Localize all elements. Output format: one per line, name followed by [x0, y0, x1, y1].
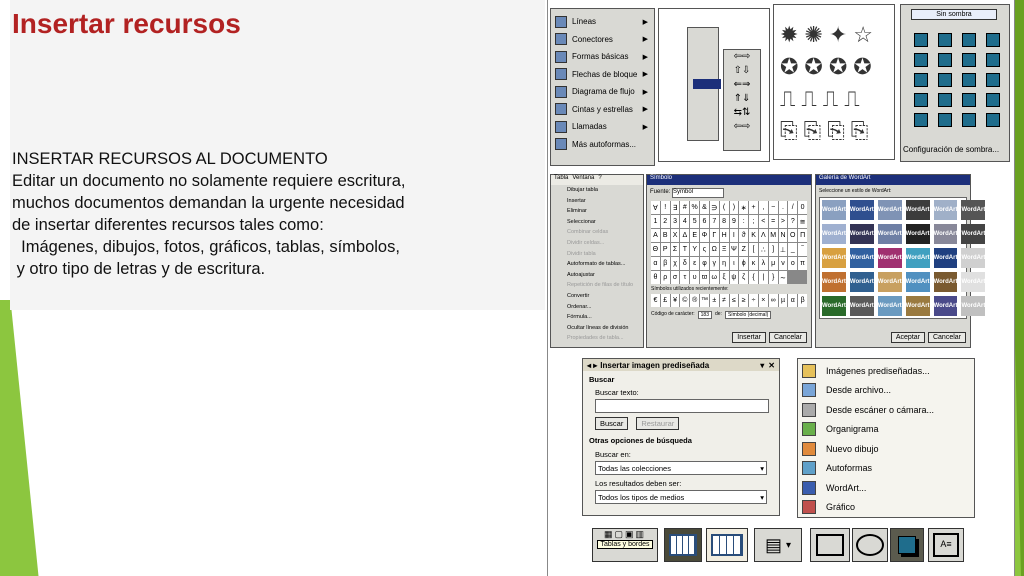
wordart-style[interactable]: WordArt [850, 296, 874, 316]
wordart-style[interactable]: WordArt [934, 296, 958, 316]
left-accent-shape [0, 300, 70, 576]
symbol-grid [651, 201, 807, 284]
menu-item[interactable]: Insertar [567, 197, 586, 204]
menu-item[interactable]: Autoformato de tablas... [567, 261, 626, 268]
wordart-style[interactable]: WordArt [934, 200, 958, 220]
tab-ventana[interactable]: Ventana [572, 175, 595, 181]
symbol-cell[interactable]: 7 [710, 215, 719, 228]
symbol-cell[interactable]: ζ [739, 271, 748, 284]
symbol-cell[interactable]: ∋ [710, 201, 719, 214]
symbol-cell[interactable]: 0 [798, 201, 807, 214]
symbol-cell[interactable]: ∼ [779, 271, 788, 284]
wordart-style[interactable]: WordArt [961, 248, 985, 268]
body-line: de insertar diferentes recursos tales como: [12, 216, 324, 234]
wordart-style[interactable]: WordArt [822, 272, 846, 292]
symbol-cell[interactable]: μ [769, 257, 778, 270]
symbol-cell[interactable]: Λ [759, 229, 768, 242]
menu-item-org-chart[interactable]: Organigrama [798, 420, 974, 440]
menu-item[interactable]: Seleccionar [567, 218, 596, 225]
insert-image-menu [797, 358, 975, 518]
symbol-cell[interactable]: ϑ [739, 229, 748, 242]
symbol-cell[interactable]: ‾ [798, 243, 807, 256]
symbol-cell[interactable]: κ [749, 257, 758, 270]
menu-item-more-shapes[interactable]: Más autoformas... [551, 136, 654, 154]
symbol-cell[interactable]: Τ [680, 243, 689, 256]
recent-symbol-cell[interactable]: ÷ [749, 294, 758, 307]
symbol-cell[interactable]: _ [788, 243, 797, 256]
menu-item-chart[interactable]: Gráfico [798, 498, 974, 518]
symbol-cell[interactable]: ω [710, 271, 719, 284]
symbol-cell[interactable]: Μ [769, 229, 778, 242]
symbol-cell[interactable]: , [759, 201, 768, 214]
menu-item[interactable]: Autoajustar [567, 271, 595, 278]
flowchart-icon [555, 86, 567, 98]
oval-icon[interactable] [852, 528, 888, 562]
recent-symbol-cell[interactable]: ± [710, 294, 719, 307]
symbol-cell[interactable]: Ι [730, 229, 739, 242]
menu-item[interactable]: Fórmula... [567, 314, 592, 321]
search-button[interactable]: Buscar [595, 417, 628, 430]
dropdown-icon[interactable]: ▾ [760, 360, 765, 370]
basic-shapes-icon [555, 51, 567, 63]
menu-item-stars[interactable]: Cintas y estrellas ▶ [551, 101, 654, 119]
symbol-cell[interactable]: = [769, 215, 778, 228]
recent-symbol-cell[interactable]: ™ [700, 294, 709, 307]
wordart-style[interactable]: WordArt [878, 272, 902, 292]
close-icon[interactable]: ✕ [768, 360, 775, 370]
more-shapes-icon [555, 138, 567, 150]
symbol-cell[interactable]: Φ [700, 229, 709, 242]
menu-item[interactable]: Dibujar tabla [567, 187, 598, 193]
symbol-cell[interactable]: ∗ [739, 201, 748, 214]
symbol-cell[interactable]: ε [690, 257, 699, 270]
symbol-cell[interactable]: ⊥ [779, 243, 788, 256]
chevron-down-icon: ▾ [760, 463, 764, 473]
symbol-cell[interactable]: Η [720, 229, 729, 242]
symbol-dialog: Símbolo Fuente: Symbol ∀ ! ∃ # % & ∋ ( ) ∗ + , − . / 0 1 2 3 4 5 6 7 8 9 : ; < = > ? ≅ Α Β Χ Δ Ε Φ Γ Η Ι ϑ Κ Λ Μ Ν Ο Π Θ Ρ Σ Τ Υ ς Ω Ξ Ψ Ζ [ ∴ ] ⊥ _ ‾ α β χ δ ε φ γ η ι ϕ κ λ μ ν ο π θ ρ σ τ υ ϖ ω ξ ψ ζ { | } ∼ Símbolos utilizados recientemente: € £ ¥ © ® ™ ± ≠ ≤ ≥ ÷ × ∞ µ α β Código de carácter: 183 de: Símbolo (decimal) Insertar Cancelar [646, 174, 812, 348]
char-code-field[interactable]: 183 [698, 311, 712, 319]
body-line: Imágenes, dibujos, fotos, gráficos, tablas, símbolos, [12, 238, 400, 256]
symbol-cell[interactable]: Ω [710, 243, 719, 256]
media-types-select[interactable]: Todos los tipos de medios ▾ [595, 490, 767, 504]
clipart-task-pane: ◂ ▸ Insertar imagen prediseñada ▾ ✕ Buscar Buscar texto: Buscar Restaurar Otras opciones de búsqueda Buscar en: Todas las colecciones ▾ Los resultados deben ser: Todos los tipos de medios ▾ [582, 358, 780, 516]
body-line: muchos documentos demandan la urgente necesidad [12, 194, 405, 212]
wordart-style[interactable]: WordArt [822, 200, 846, 220]
symbol-cell[interactable]: Γ [710, 229, 719, 242]
chart-icon [802, 500, 816, 514]
symbol-cell[interactable]: ∃ [671, 201, 680, 214]
cancel-button[interactable]: Cancelar [928, 332, 966, 343]
cancel-button[interactable]: Cancelar [769, 332, 807, 343]
symbol-cell[interactable]: Ο [788, 229, 797, 242]
symbol-cell[interactable]: ∴ [759, 243, 768, 256]
wordart-style[interactable]: WordArt [850, 272, 874, 292]
wordart-style[interactable]: WordArt [878, 224, 902, 244]
shadow-panel [900, 4, 1010, 162]
wordart-style[interactable]: WordArt [878, 296, 902, 316]
symbol-cell[interactable]: Ψ [730, 243, 739, 256]
symbol-cell[interactable]: Ε [690, 229, 699, 242]
menu-item[interactable]: Eliminar [567, 208, 587, 215]
recent-symbol-cell[interactable]: α [788, 294, 797, 307]
restore-button[interactable]: Restaurar [636, 417, 679, 430]
symbol-cell[interactable]: ] [769, 243, 778, 256]
encoding-select[interactable]: Símbolo (decimal) [725, 311, 771, 319]
callouts-icon [555, 121, 567, 133]
shadow-settings-link[interactable]: Configuración de sombra... [903, 145, 1000, 154]
slide-title: Insertar recursos [12, 8, 241, 39]
autoshapes-menu [550, 8, 655, 166]
symbol-cell[interactable]: ! [661, 201, 670, 214]
slide-body [12, 148, 532, 280]
symbol-cell[interactable]: φ [700, 257, 709, 270]
stars-palette: ✹✺✦☆ ✪✪✪✪ ⎍⎍⎍⎍ ⎘⎘⎘⎘ [773, 4, 895, 160]
new-drawing-icon [802, 442, 816, 456]
menu-item[interactable]: Combinar celdas [567, 229, 609, 236]
symbol-cell[interactable]: ; [749, 215, 758, 228]
symbol-cell[interactable]: / [788, 201, 797, 214]
symbol-cell[interactable]: 2 [661, 215, 670, 228]
insert-table-icon[interactable] [664, 528, 702, 562]
symbol-cell[interactable]: ρ [661, 271, 670, 284]
symbol-cell[interactable]: Ρ [661, 243, 670, 256]
menu-item-scanner[interactable]: Desde escáner o cámara... [798, 400, 974, 420]
wordart-style[interactable]: WordArt [934, 224, 958, 244]
menu-item-basic-shapes[interactable]: Formas básicas ▶ [551, 48, 654, 66]
symbol-cell[interactable]: : [739, 215, 748, 228]
stars-icon [555, 103, 567, 115]
wordart-style[interactable]: WordArt [878, 248, 902, 268]
symbol-cell[interactable]: ( [720, 201, 729, 214]
recent-symbol-cell[interactable]: ® [690, 294, 699, 307]
wordart-dialog: Galería de WordArt Seleccione un estilo de WordArt: WordArt WordArt WordArt WordArt WordArt WordArt WordArt WordArt WordArt WordArt WordArt WordArt WordArt WordArt WordArt WordArt WordArt WordArt WordArt WordArt WordArt WordArt WordArt WordArt WordArt WordArt WordArt WordArt WordArt WordArt Aceptar Cancelar [815, 174, 971, 348]
menu-item-connectors[interactable]: Conectores ▶ [551, 31, 654, 49]
body-line: INSERTAR RECURSOS AL DOCUMENTO [12, 150, 328, 168]
search-text-field[interactable] [595, 399, 769, 413]
symbol-cell[interactable]: ξ [720, 271, 729, 284]
scanner-icon [802, 403, 816, 417]
collections-select[interactable]: Todas las colecciones ▾ [595, 461, 767, 475]
shadow-icon[interactable] [890, 528, 924, 562]
no-shadow-button[interactable]: Sin sombra [911, 9, 997, 20]
symbol-cell[interactable]: Υ [690, 243, 699, 256]
symbol-cell[interactable]: + [749, 201, 758, 214]
symbol-cell[interactable]: η [720, 257, 729, 270]
symbol-cell[interactable]: Κ [749, 229, 758, 242]
block-arrows-icon [555, 68, 567, 80]
recent-symbol-cell[interactable]: ≥ [739, 294, 748, 307]
menu-item[interactable]: Repetición de filas de título [567, 282, 634, 289]
symbol-cell[interactable]: Π [798, 229, 807, 242]
symbol-cell[interactable]: Ζ [739, 243, 748, 256]
symbol-cell[interactable]: υ [690, 271, 699, 284]
wordart-style[interactable]: WordArt [850, 224, 874, 244]
menu-item[interactable]: Propiedades de tabla... [567, 335, 624, 342]
text-box-icon[interactable]: A≡ [928, 528, 964, 562]
symbol-cell[interactable]: % [690, 201, 699, 214]
wordart-style[interactable]: WordArt [961, 296, 985, 316]
menu-item-clipart[interactable]: Imágenes prediseñadas... [798, 361, 974, 381]
symbol-cell[interactable]: ? [788, 215, 797, 228]
rectangle-icon[interactable] [810, 528, 850, 562]
tab-tabla[interactable]: Tabla [554, 175, 569, 181]
recent-symbol-cell[interactable]: µ [779, 294, 788, 307]
body-line: y otro tipo de letras y de escritura. [12, 260, 266, 278]
symbol-cell[interactable]: ≅ [798, 215, 807, 228]
symbol-cell[interactable]: . [779, 201, 788, 214]
dialog-title: Galería de WordArt [816, 175, 970, 185]
symbol-cell[interactable]: ∀ [651, 201, 660, 214]
symbol-cell[interactable]: | [759, 271, 768, 284]
body-line: Editar un documento no solamente requiere escritura, [12, 172, 406, 190]
symbol-cell[interactable]: Α [651, 229, 660, 242]
wordart-style[interactable]: WordArt [961, 200, 985, 220]
wordart-style[interactable]: WordArt [906, 272, 930, 292]
symbol-cell[interactable]: Ξ [720, 243, 729, 256]
menu-item-wordart[interactable]: WordArt... [798, 478, 974, 498]
recent-symbol-cell[interactable]: × [759, 294, 768, 307]
org-chart-icon [802, 422, 816, 436]
wordart-style[interactable]: WordArt [906, 200, 930, 220]
wordart-style[interactable]: WordArt [850, 248, 874, 268]
back-arrow-icon[interactable]: ◂ ▸ [587, 360, 598, 370]
tooltip: Tablas y bordes [597, 540, 652, 549]
symbol-cell[interactable]: − [769, 201, 778, 214]
wordart-grid [819, 197, 986, 319]
symbol-cell[interactable]: & [700, 201, 709, 214]
symbol-cell[interactable]: ) [730, 201, 739, 214]
wordart-style[interactable]: WordArt [822, 224, 846, 244]
menu-item-callouts[interactable]: Llamadas ▶ [551, 118, 654, 136]
symbol-cell[interactable]: ϖ [700, 271, 709, 284]
wordart-style[interactable]: WordArt [906, 224, 930, 244]
recent-symbol-cell[interactable]: ∞ [769, 294, 778, 307]
symbol-cell[interactable]: [ [749, 243, 758, 256]
symbol-cell[interactable]: ϕ [739, 257, 748, 270]
menu-item[interactable]: Ocultar líneas de división [567, 324, 629, 331]
wordart-style[interactable]: WordArt [961, 224, 985, 244]
border-dropdown-icon[interactable]: ▤ ▾ [754, 528, 802, 562]
autoshapes-icon [802, 461, 816, 475]
symbol-cell[interactable]: Σ [671, 243, 680, 256]
symbol-cell[interactable]: 9 [730, 215, 739, 228]
recent-symbol-cell[interactable]: ¥ [671, 294, 680, 307]
tab-help[interactable]: ? [598, 175, 602, 181]
menu-item[interactable]: Convertir [567, 292, 590, 299]
recent-symbol-cell[interactable]: € [651, 294, 660, 307]
wordart-style[interactable]: WordArt [961, 272, 985, 292]
wordart-style[interactable]: WordArt [906, 296, 930, 316]
insert-excel-icon[interactable] [706, 528, 748, 562]
menu-item[interactable]: Dividir tabla [567, 250, 596, 257]
symbol-cell[interactable]: ι [730, 257, 739, 270]
menu-item-block-arrows[interactable]: Flechas de bloque ▶ [551, 66, 654, 84]
wordart-style[interactable]: WordArt [850, 200, 874, 220]
symbol-cell[interactable]: 4 [680, 215, 689, 228]
recent-symbol-cell[interactable]: £ [661, 294, 670, 307]
dialog-title: Símbolo [647, 175, 811, 185]
symbol-cell[interactable]: χ [671, 257, 680, 270]
recent-symbols [651, 294, 807, 307]
menu-item[interactable]: Ordenar... [567, 303, 592, 310]
wordart-style[interactable]: WordArt [822, 296, 846, 316]
wordart-style[interactable]: WordArt [934, 248, 958, 268]
symbol-cell[interactable]: ν [779, 257, 788, 270]
cascading-submenu: ⇦⇨ ⇧⇩ ⇐⇒ ⇑⇓ ⇆⇅ ⇦⇨ [658, 8, 770, 162]
symbol-cell[interactable]: 5 [690, 215, 699, 228]
symbol-cell[interactable]: ψ [730, 271, 739, 284]
symbol-cell[interactable]: λ [759, 257, 768, 270]
symbol-cell[interactable]: 6 [700, 215, 709, 228]
symbol-cell[interactable]: π [798, 257, 807, 270]
menu-item-from-file[interactable]: Desde archivo... [798, 381, 974, 401]
recent-symbol-cell[interactable]: ≠ [720, 294, 729, 307]
symbol-cell[interactable]: } [769, 271, 778, 284]
table-menu [550, 174, 644, 348]
symbol-cell[interactable]: > [779, 215, 788, 228]
wordart-style[interactable]: WordArt [934, 272, 958, 292]
symbol-cell[interactable]: { [749, 271, 758, 284]
symbol-cell[interactable]: τ [680, 271, 689, 284]
pane-title: Insertar imagen prediseñada [600, 360, 710, 370]
symbol-cell[interactable]: Δ [680, 229, 689, 242]
clipart-icon [802, 364, 816, 378]
symbol-cell[interactable]: 8 [720, 215, 729, 228]
picture-file-icon [802, 383, 816, 397]
menu-item-autoshapes[interactable]: Autoformas [798, 459, 974, 479]
menu-item-flowchart[interactable]: Diagrama de flujo ▶ [551, 83, 654, 101]
symbol-cell[interactable]: Θ [651, 243, 660, 256]
tables-borders-icon[interactable]: ▦▢▣▥ Tablas y bordes [592, 528, 658, 562]
insert-button[interactable]: Insertar [732, 332, 766, 343]
symbol-cell[interactable]: α [651, 257, 660, 270]
recent-symbol-cell[interactable]: ≤ [730, 294, 739, 307]
wordart-style[interactable]: WordArt [906, 248, 930, 268]
menu-item[interactable]: Dividir celdas... [567, 239, 605, 246]
accept-button[interactable]: Aceptar [891, 332, 925, 343]
symbol-cell[interactable]: Β [661, 229, 670, 242]
symbol-cell[interactable]: ο [788, 257, 797, 270]
symbol-cell[interactable]: Ν [779, 229, 788, 242]
symbol-cell[interactable]: δ [680, 257, 689, 270]
wordart-icon [802, 481, 816, 495]
symbol-cell[interactable]: ς [700, 243, 709, 256]
chevron-down-icon: ▾ [760, 492, 764, 502]
wordart-style[interactable]: WordArt [878, 200, 902, 220]
font-select[interactable]: Symbol [672, 188, 724, 198]
connectors-icon [555, 33, 567, 45]
symbol-cell[interactable]: < [759, 215, 768, 228]
symbol-cell[interactable]: 3 [671, 215, 680, 228]
symbol-cell[interactable]: σ [671, 271, 680, 284]
symbol-cell[interactable]: γ [710, 257, 719, 270]
symbol-cell[interactable]: Χ [671, 229, 680, 242]
menu-item-new-drawing[interactable]: Nuevo dibujo [798, 439, 974, 459]
recent-symbol-cell[interactable]: β [798, 294, 807, 307]
menu-item-lines[interactable]: Líneas ▶ [551, 13, 654, 31]
wordart-style[interactable]: WordArt [822, 248, 846, 268]
recent-symbol-cell[interactable]: © [680, 294, 689, 307]
symbol-cell[interactable]: θ [651, 271, 660, 284]
symbol-cell[interactable]: # [680, 201, 689, 214]
symbol-cell[interactable]: 1 [651, 215, 660, 228]
lines-icon [555, 16, 567, 28]
symbol-cell[interactable]: β [661, 257, 670, 270]
